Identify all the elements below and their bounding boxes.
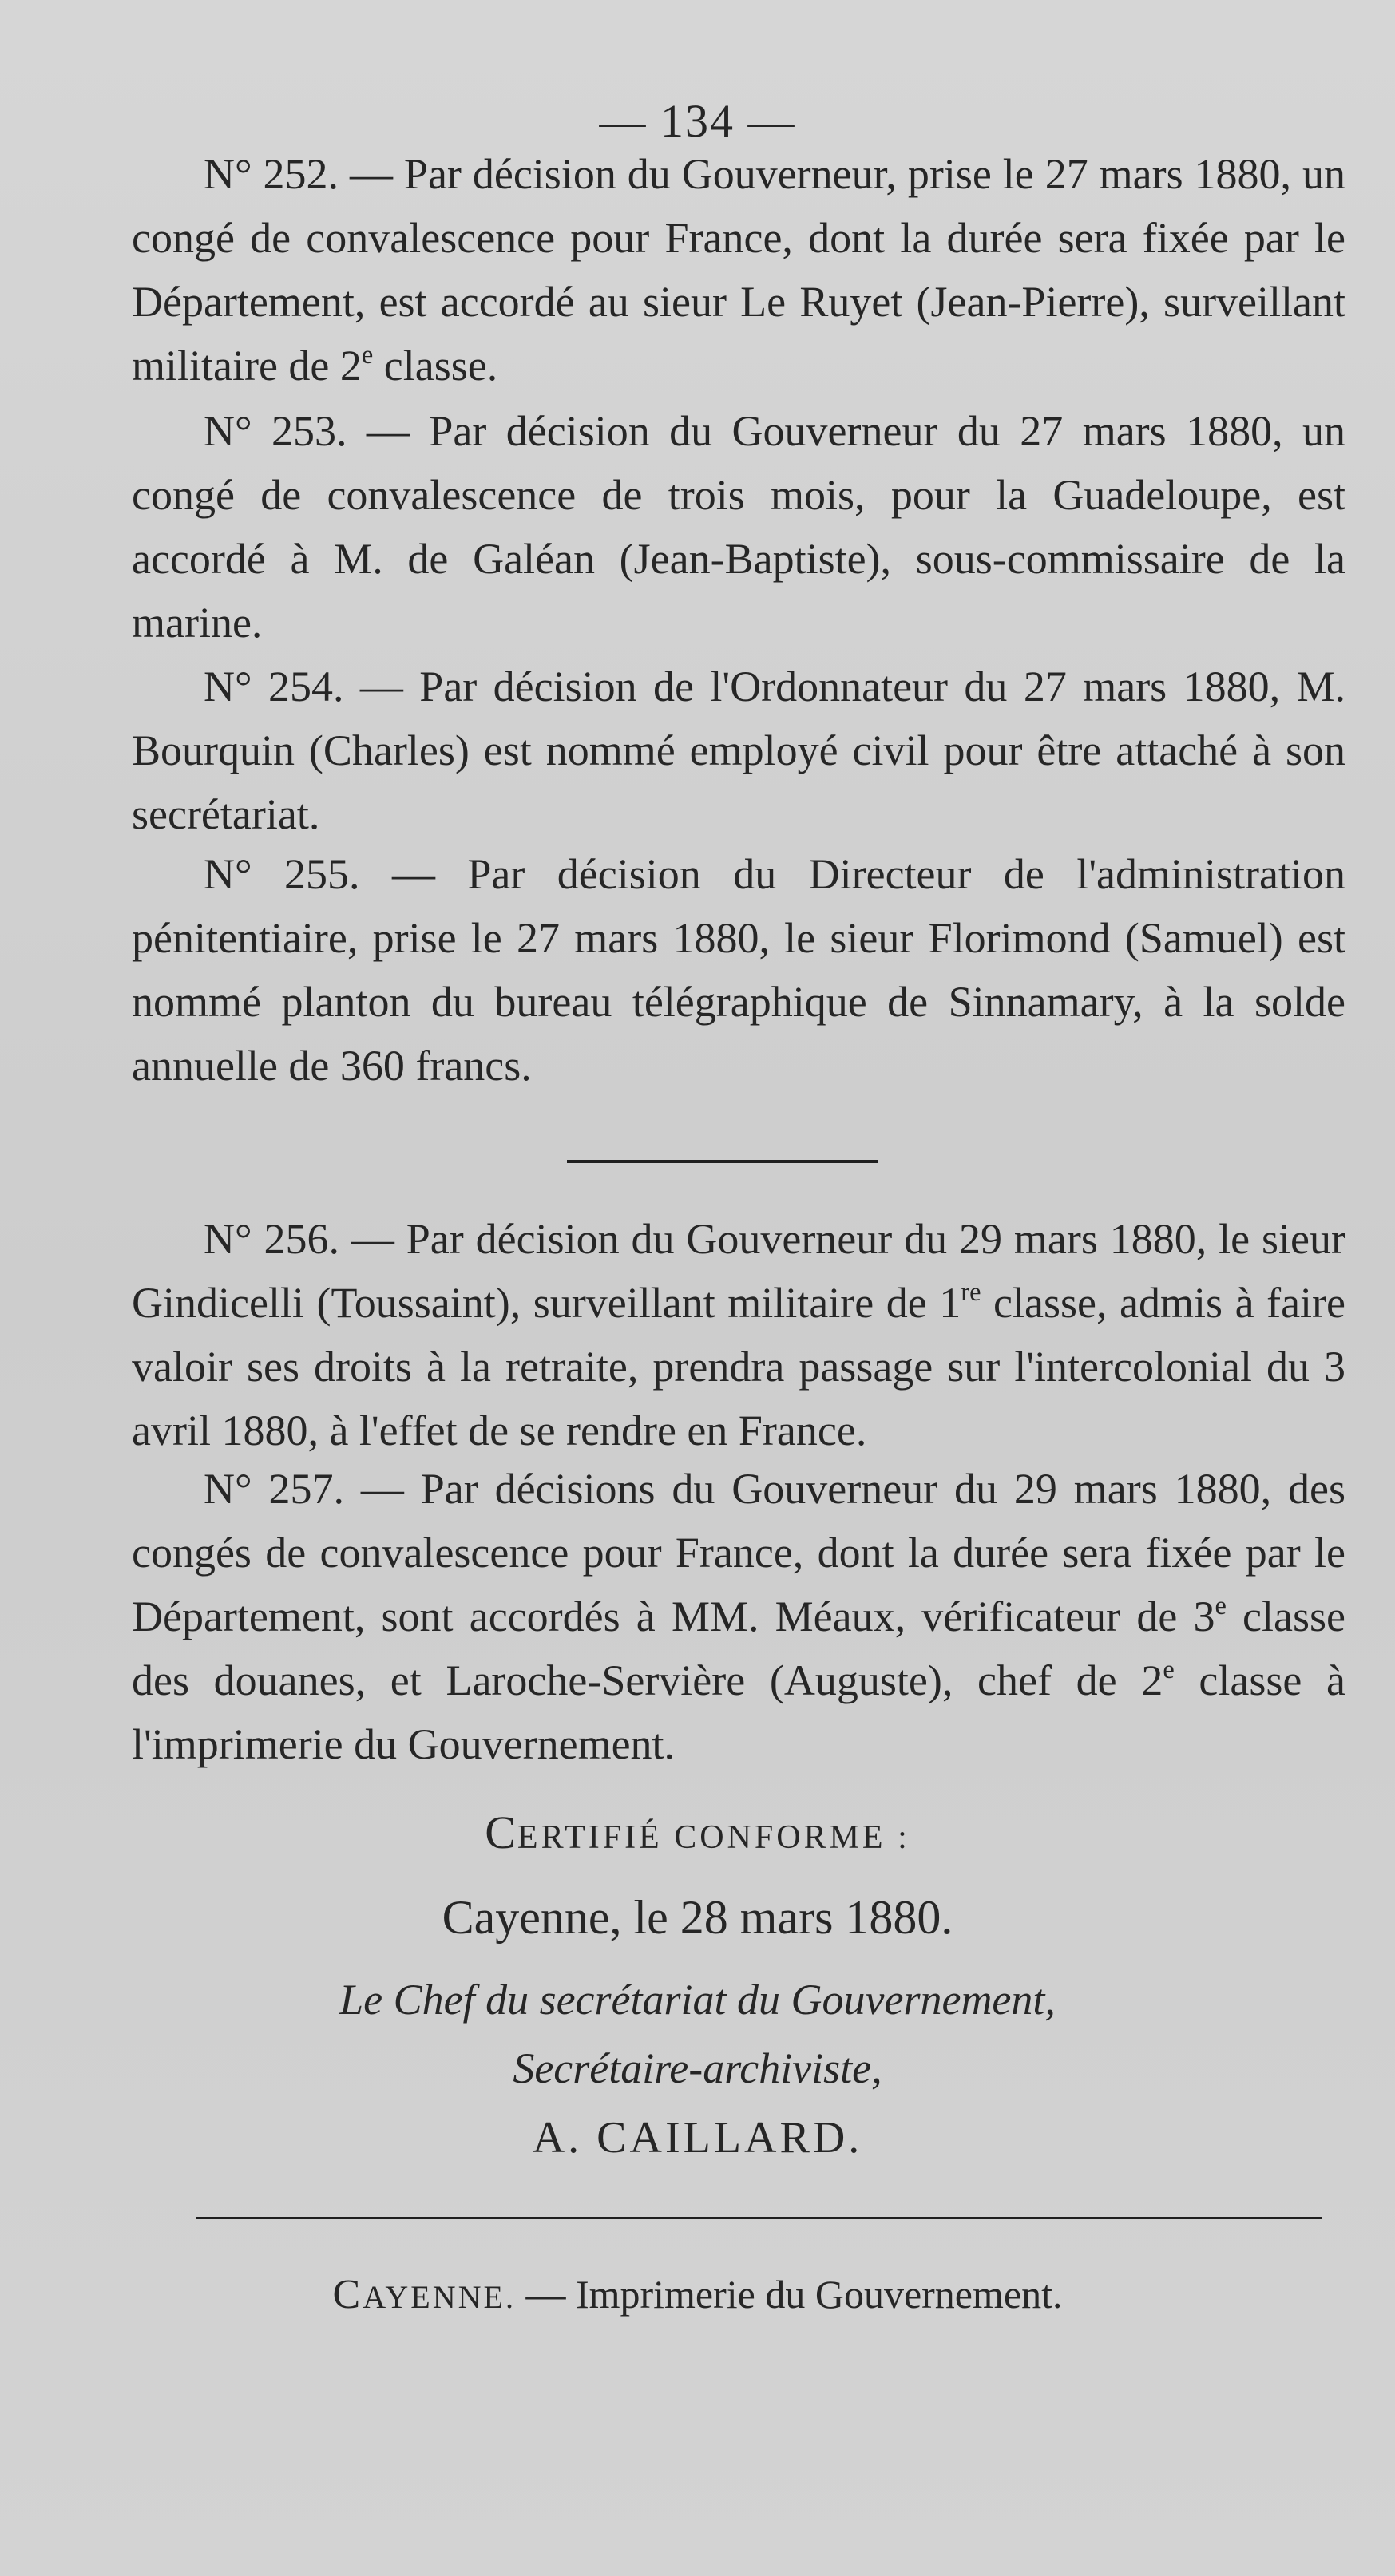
entry-paragraph: [132, 842, 1345, 1098]
heading-initial: C: [485, 1806, 517, 1858]
entry-number: N° 254.: [204, 663, 344, 710]
heading-rest: ERTIFIÉ CONFORME :: [517, 1819, 910, 1856]
entry-paragraph: [132, 142, 1345, 398]
entry-257: [132, 1457, 1345, 1776]
ordinal-superscript: e: [1215, 1591, 1227, 1620]
entry-text-end: classe.: [373, 342, 498, 390]
imprint-city: [332, 2272, 516, 2317]
entry-number: N° 256.: [204, 1215, 339, 1263]
imprint-city-rest: AYENNE.: [363, 2279, 516, 2315]
entry-text-end: classe à l'imprimerie du Gouvernement.: [132, 1656, 1346, 1768]
entry-number: N° 255.: [204, 850, 360, 898]
entry-text: — Par décision du Gouverneur du 29 mars 1880, le sieur Gindicelli (Toussaint), surveillant militaire de 1: [132, 1215, 1345, 1327]
entry-number: N° 252.: [204, 150, 339, 198]
signatory-title-line1: Le Chef du secrétariat du Gouvernement,: [339, 1976, 1056, 2024]
place-date: Cayenne, le 28 mars 1880.: [442, 1891, 953, 1944]
signatory-name: A. CAILLARD.: [532, 2113, 863, 2162]
printer-imprint: [0, 2271, 1395, 2318]
entry-text-middle: classe des douanes, et Laroche-Servière (Auguste), chef de 2: [132, 1593, 1345, 1704]
imprint-city-initial: C: [332, 2272, 363, 2317]
footer-rule: [196, 2217, 1322, 2219]
entry-text: — Par décisions du Gouverneur du 29 mars 1880, des congés de convalescence pour France, dont la durée sera fixée par le Département, sont accordés à MM. Méaux, vérificateur de 3: [132, 1465, 1345, 1640]
signatory-title-line2: Secrétaire-archiviste,: [513, 2044, 882, 2092]
entry-text: — Par décision du Gouverneur, prise le 27 mars 1880, un congé de convalescence pour France, dont la durée sera fixée par le Département, est accordé au sieur Le Ruyet (Jean-Pierre), surveillant militaire de 2: [132, 150, 1345, 390]
ordinal-superscript: re: [961, 1277, 981, 1307]
entry-paragraph: [132, 655, 1345, 846]
entry-text-end: classe, admis à faire valoir ses droits à la retraite, prendra passage sur l'intercolonial du 3 avril 1880, à l'effet de se rendre en France.: [132, 1279, 1346, 1454]
entry-number: N° 257.: [204, 1465, 344, 1513]
entry-number: N° 253.: [204, 407, 347, 455]
entry-256: [132, 1207, 1345, 1462]
entry-252: [132, 142, 1345, 398]
entry-paragraph: [132, 1207, 1345, 1462]
page-number: — 134 —: [599, 95, 796, 147]
imprint-text: — Imprimerie du Gouvernement.: [515, 2272, 1063, 2317]
entry-paragraph: [132, 399, 1345, 655]
entry-text: — Par décision du Directeur de l'administration pénitentiaire, prise le 27 mars 1880, le sieur Florimond (Samuel) est nommé planton du bureau télégraphique de Sinnamary, à la solde annuelle de 360 francs.: [132, 850, 1345, 1090]
entry-254: [132, 655, 1345, 846]
ordinal-superscript: e: [1163, 1655, 1175, 1684]
section-divider-rule: [567, 1160, 878, 1163]
ordinal-superscript: e: [361, 340, 374, 370]
entry-253: [132, 399, 1345, 655]
entry-text: — Par décision du Gouverneur du 27 mars 1880, un congé de convalescence de trois mois, pour la Guadeloupe, est accordé à M. de Galéan (Jean-Baptiste), sous-commissaire de la marine.: [132, 407, 1345, 647]
entry-255: [132, 842, 1345, 1098]
certification-heading: [0, 1806, 1395, 1859]
entry-text: — Par décision de l'Ordonnateur du 27 mars 1880, M. Bourquin (Charles) est nommé employé civil pour être attaché à son secrétariat.: [132, 663, 1345, 838]
entry-paragraph: [132, 1457, 1345, 1776]
